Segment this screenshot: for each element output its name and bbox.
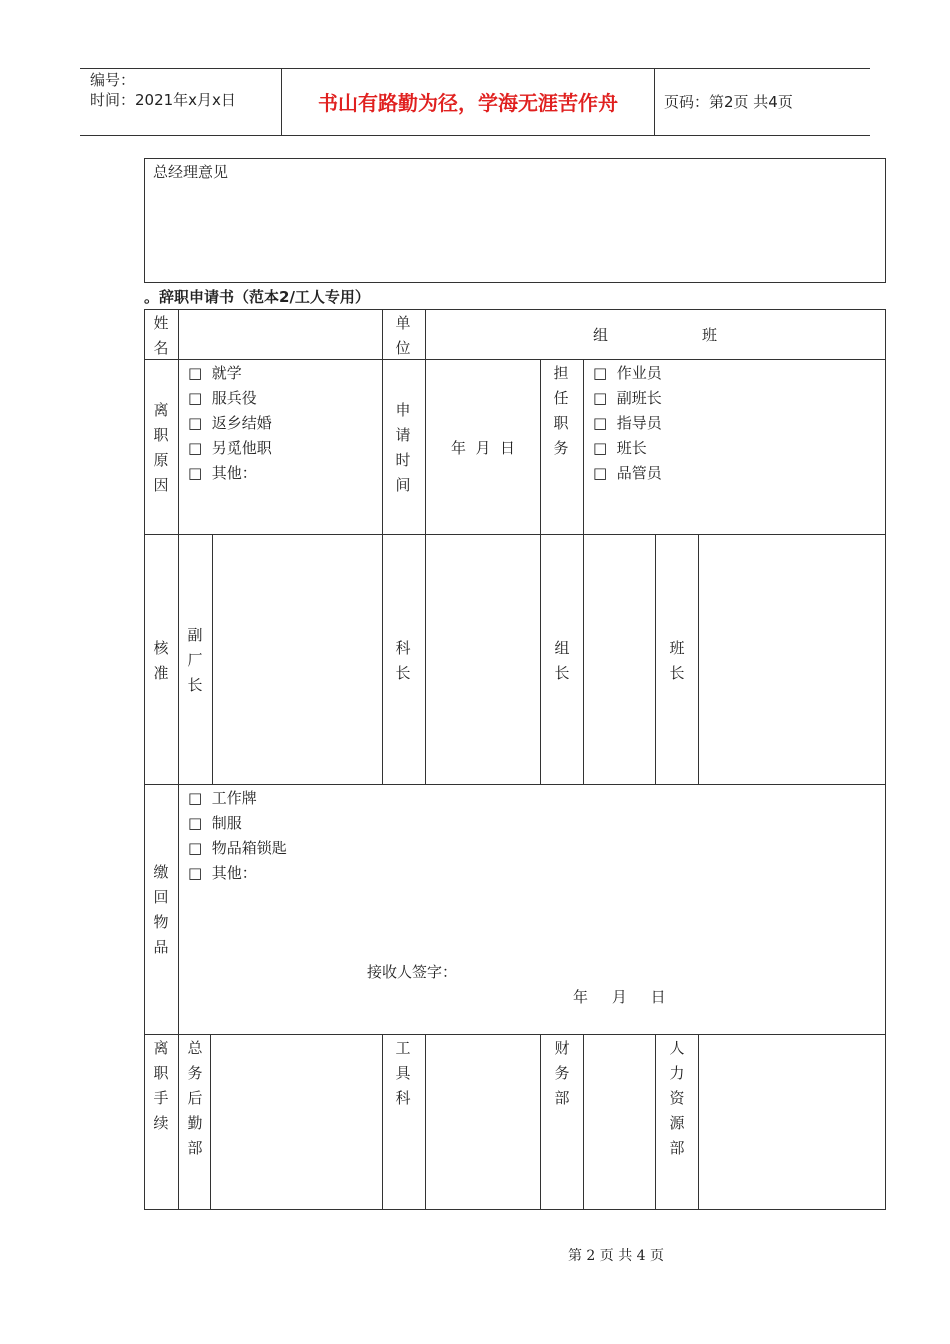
position-option[interactable]: □ 班长: [593, 439, 647, 457]
reason-option[interactable]: □ 其他：: [188, 464, 257, 482]
return-items-label: 缴回物品: [153, 863, 169, 956]
col-rule: [425, 309, 426, 534]
unit-label: 单位: [395, 314, 411, 357]
reason-option[interactable]: □ 另觅他职: [188, 439, 272, 457]
unit-shift-label: 班: [702, 326, 718, 344]
apply-date[interactable]: 年 月 日: [450, 439, 516, 457]
reason-option[interactable]: □ 返乡结婚: [188, 414, 272, 432]
return-option[interactable]: □ 工作牌: [188, 789, 257, 807]
header-divider-right: [654, 68, 655, 136]
row-rule-3: [144, 784, 886, 785]
col-rule: [382, 309, 383, 534]
document-number-label: 编号：: [90, 71, 136, 89]
return-option[interactable]: □ 制服: [188, 814, 242, 832]
name-label: 姓名: [153, 314, 169, 357]
col-rule: [382, 1034, 383, 1210]
approve-label: 核准: [153, 639, 169, 682]
unit-group-label: 组: [593, 326, 609, 344]
col-rule: [212, 534, 213, 784]
name-field[interactable]: [180, 311, 380, 357]
return-checklist: [188, 786, 287, 886]
header-slogan: 书山有路勤为径，学海无涯苦作舟: [318, 91, 618, 115]
col-rule: [178, 309, 179, 534]
reason-option[interactable]: □ 就学: [188, 364, 242, 382]
header-top-rule: [80, 68, 870, 69]
col-rule: [583, 534, 584, 784]
manager-opinion-label: 总经理意见: [153, 163, 229, 181]
reason-option[interactable]: □ 服兵役: [188, 389, 257, 407]
col-rule: [540, 1034, 541, 1210]
col-rule: [382, 534, 383, 784]
approver-shift-leader: 班长: [669, 639, 685, 682]
col-rule: [178, 1034, 179, 1210]
position-option[interactable]: □ 指导员: [593, 414, 662, 432]
col-rule: [583, 359, 584, 534]
col-rule: [540, 359, 541, 534]
position-option[interactable]: □ 作业员: [593, 364, 662, 382]
position-label: 担任职务: [553, 364, 569, 457]
document-time-label: 时间：2021年x月x日: [90, 91, 236, 109]
dept-human-resources: 人力资源部: [669, 1039, 685, 1157]
header-bottom-rule: [80, 135, 870, 136]
reason-label: 离职原因: [153, 401, 169, 494]
manager-opinion-box[interactable]: [144, 158, 886, 283]
dept-general-affairs: 总务后勤部: [187, 1039, 203, 1157]
col-rule: [655, 1034, 656, 1210]
row-rule-4: [144, 1034, 886, 1035]
procedure-label: 离职手续: [153, 1039, 169, 1132]
form-title: 。辞职申请书（范本2/工人专用）: [144, 288, 370, 306]
footer-page-number: 第 2 页 共 4 页: [567, 1248, 665, 1264]
col-rule: [178, 534, 179, 784]
col-rule: [583, 1034, 584, 1210]
col-rule: [178, 784, 179, 1034]
col-rule: [698, 1034, 699, 1210]
return-option[interactable]: □ 物品箱锁匙: [188, 839, 287, 857]
row-rule-1: [144, 359, 886, 360]
position-checklist: [593, 361, 662, 486]
row-rule-2: [144, 534, 886, 535]
reason-checklist: [188, 361, 272, 486]
receiver-signature-label: 接收人签字：: [367, 963, 458, 981]
col-rule: [425, 1034, 426, 1210]
page-number-label: 页码：第2页 共4页: [664, 93, 793, 111]
col-rule: [425, 534, 426, 784]
col-rule: [655, 534, 656, 784]
col-rule: [540, 534, 541, 784]
position-option[interactable]: □ 副班长: [593, 389, 662, 407]
col-rule: [210, 1034, 211, 1210]
dept-finance: 财务部: [554, 1039, 570, 1107]
col-rule: [698, 534, 699, 784]
dept-tools: 工具科: [395, 1039, 411, 1107]
approver-section-chief: 科长: [395, 639, 411, 682]
return-date[interactable]: 年 月 日: [573, 988, 666, 1006]
approver-deputy-director: 副厂长: [187, 626, 203, 694]
return-option[interactable]: □ 其他：: [188, 864, 257, 882]
apply-time-label: 申请时间: [395, 401, 411, 494]
position-option[interactable]: □ 品管员: [593, 464, 662, 482]
approver-group-leader: 组长: [554, 639, 570, 682]
